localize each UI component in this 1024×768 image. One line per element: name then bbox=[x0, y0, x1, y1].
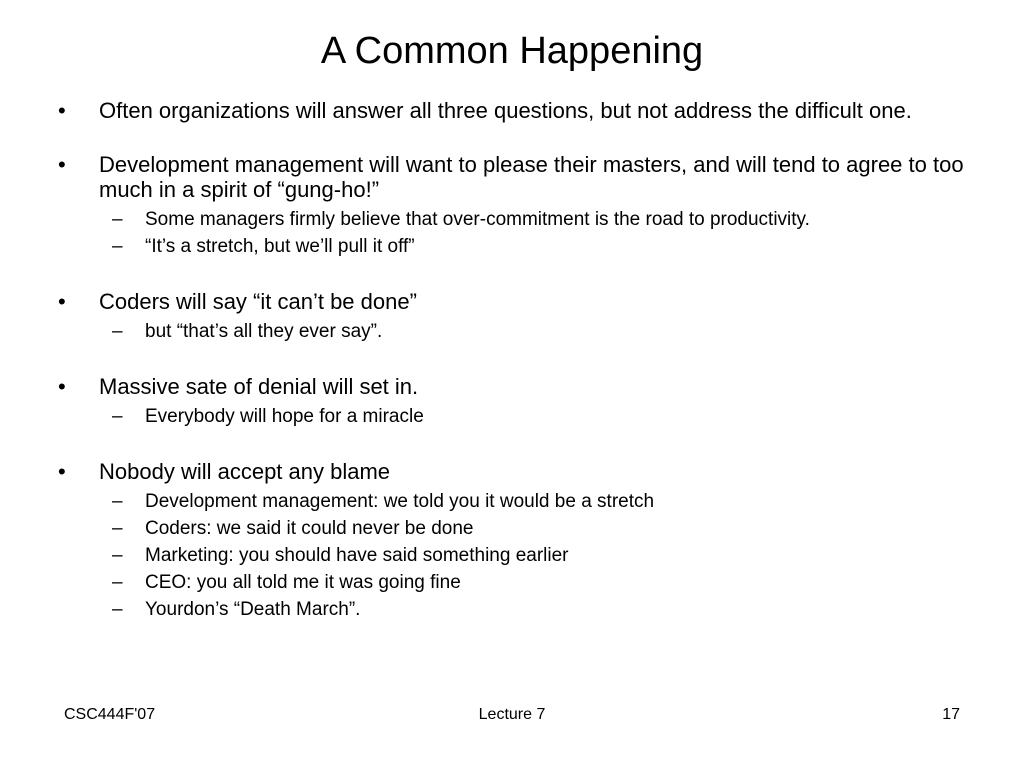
sub-bullet-item bbox=[99, 206, 978, 233]
sub-bullet-text: “It’s a stretch, but we’ll pull it off” bbox=[145, 236, 415, 257]
sub-bullet-marker: – bbox=[112, 236, 123, 257]
footer-course-code: CSC444F'07 bbox=[64, 706, 156, 723]
sub-bullet-list bbox=[99, 206, 978, 260]
sub-bullet-marker: – bbox=[112, 518, 123, 539]
bullet-text: Massive sate of denial will set in. bbox=[99, 374, 419, 399]
sub-bullet-item bbox=[99, 515, 978, 542]
sub-bullet-text: Coders: we said it could never be done bbox=[145, 518, 474, 539]
sub-bullet-marker: – bbox=[112, 209, 123, 230]
slide-title: A Common Happening bbox=[320, 30, 704, 72]
footer-lecture-label: Lecture 7 bbox=[478, 706, 546, 723]
sub-bullet-marker: – bbox=[112, 572, 123, 593]
sub-bullet-list bbox=[99, 403, 978, 430]
bullet-item bbox=[58, 289, 978, 345]
sub-bullet-list bbox=[99, 318, 978, 345]
sub-bullet-text: but “that’s all they ever say”. bbox=[145, 321, 383, 342]
bullet-text: Development management will want to please their masters, and will tend to agree to too much in a spirit of “gung-ho!” bbox=[99, 152, 964, 202]
bullet-marker: • bbox=[58, 289, 66, 314]
bullet-list bbox=[58, 95, 978, 652]
sub-bullet-text: CEO: you all told me it was going fine bbox=[145, 572, 461, 593]
bullet-text: Coders will say “it can’t be done” bbox=[99, 289, 417, 314]
sub-bullet-text: Yourdon’s “Death March”. bbox=[145, 599, 361, 620]
bullet-item bbox=[58, 152, 978, 260]
sub-bullet-item bbox=[99, 488, 978, 515]
sub-bullet-text: Marketing: you should have said something earlier bbox=[145, 545, 569, 566]
sub-bullet-list bbox=[99, 488, 978, 623]
bullet-marker: • bbox=[58, 374, 66, 399]
bullet-text: Often organizations will answer all three questions, but not address the difficult one. bbox=[99, 98, 912, 123]
bullet-text: Nobody will accept any blame bbox=[99, 459, 391, 484]
sub-bullet-text: Some managers firmly believe that over-commitment is the road to productivity. bbox=[145, 209, 810, 230]
bullet-marker: • bbox=[58, 459, 66, 484]
bullet-marker: • bbox=[58, 98, 66, 123]
sub-bullet-marker: – bbox=[112, 491, 123, 512]
sub-bullet-text: Development management: we told you it would be a stretch bbox=[145, 491, 655, 512]
sub-bullet-item bbox=[99, 233, 978, 260]
sub-bullet-marker: – bbox=[112, 406, 123, 427]
bullet-marker: • bbox=[58, 152, 66, 177]
footer-page-number: 17 bbox=[942, 706, 960, 723]
sub-bullet-item bbox=[99, 403, 978, 430]
sub-bullet-item bbox=[99, 542, 978, 569]
sub-bullet-marker: – bbox=[112, 545, 123, 566]
sub-bullet-marker: – bbox=[112, 321, 123, 342]
sub-bullet-item bbox=[99, 569, 978, 596]
bullet-item bbox=[58, 459, 978, 623]
sub-bullet-item bbox=[99, 318, 978, 345]
bullet-item bbox=[58, 374, 978, 430]
sub-bullet-marker: – bbox=[112, 599, 123, 620]
bullet-item bbox=[58, 98, 978, 123]
sub-bullet-item bbox=[99, 596, 978, 623]
sub-bullet-text: Everybody will hope for a miracle bbox=[145, 406, 424, 427]
